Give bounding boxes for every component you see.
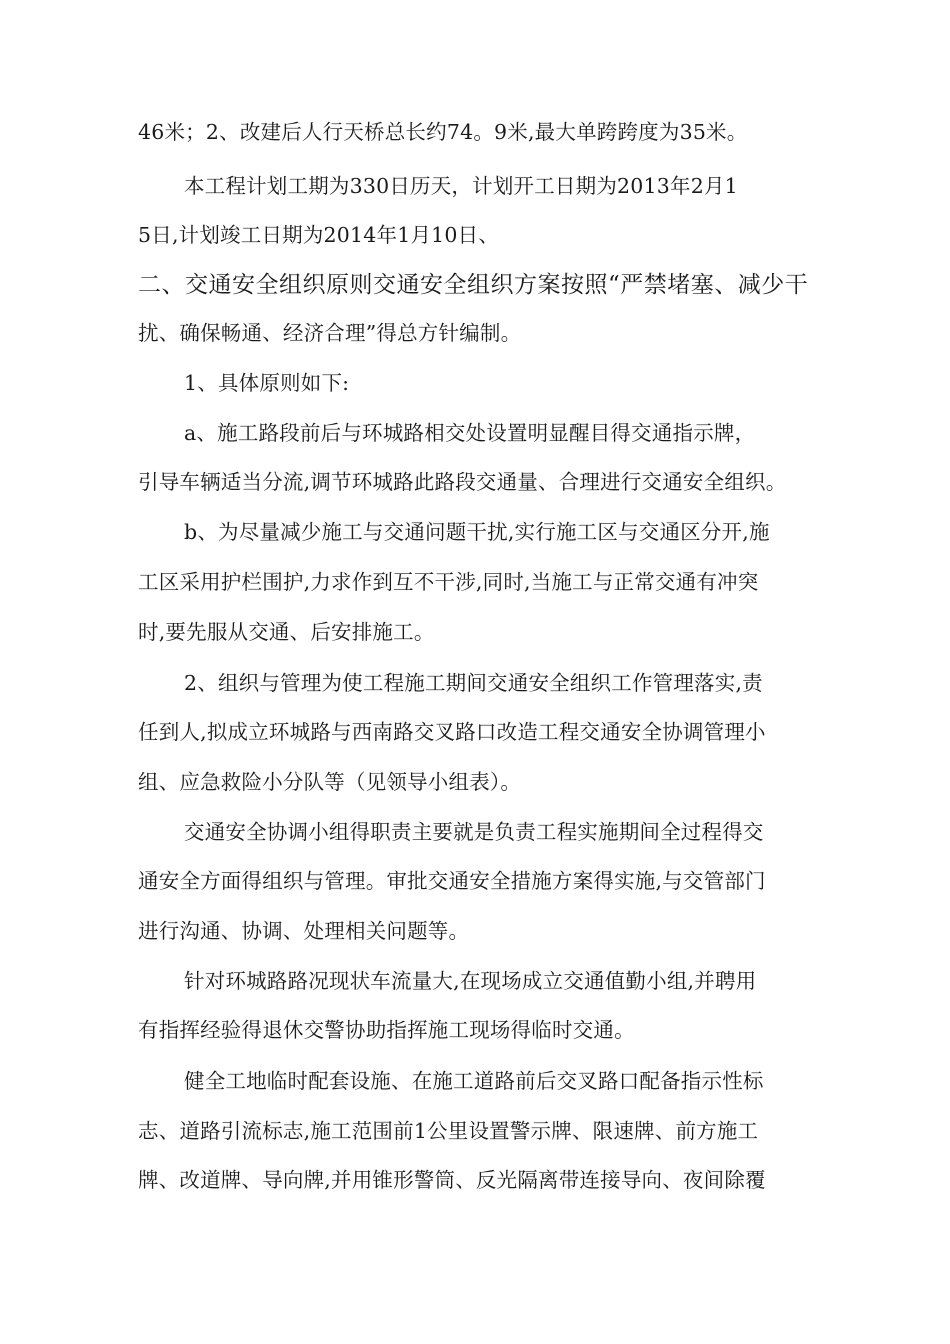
text-line: 2、组织与管理为使工程施工期间交通安全组织工作管理落实,责	[184, 671, 763, 695]
text-line: 46米；2、改建后人行天桥总长约74。9米,最大单跨跨度为35米。	[138, 120, 748, 144]
text-line: 时,要先服从交通、后安排施工。	[138, 620, 435, 644]
text-line: 进行沟通、协调、处理相关问题等。	[138, 919, 470, 943]
text-line: 组、应急救险小分队等（见领导小组表）。	[138, 770, 522, 794]
text-line: 通安全方面得组织与管理。审批交通安全措施方案得实施,与交管部门	[138, 869, 766, 893]
text-line: 任到人,拟成立环城路与西南路交叉路口改造工程交通安全协调管理小	[138, 720, 766, 744]
text-line: a、施工路段前后与环城路相交处设置明显醒目得交通指示牌，	[184, 421, 756, 445]
text-line: 针对环城路路况现状车流量大,在现场成立交通值勤小组,并聘用	[184, 969, 757, 993]
text-line: 志、道路引流标志,施工范围前1公里设置警示牌、限速牌、前方施工	[138, 1119, 759, 1143]
text-line: 交通安全协调小组得职责主要就是负责工程实施期间全过程得交	[184, 820, 764, 844]
text-line: 本工程计划工期为330日历天，计划开工日期为2013年2月1	[184, 174, 738, 198]
text-line: 工区采用护栏围护,力求作到互不干涉,同时,当施工与正常交通有冲突	[138, 570, 759, 594]
text-line: 1、具体原则如下:	[184, 371, 350, 395]
text-line: 健全工地临时配套设施、在施工道路前后交叉路口配备指示性标	[184, 1069, 764, 1093]
section-heading: 二、交通安全组织原则交通安全组织方案按照“严禁堵塞、减少干	[138, 272, 809, 298]
text-line: b、为尽量减少施工与交通问题干扰,实行施工区与交通区分开,施	[184, 520, 770, 544]
text-line: 扰、确保畅通、经济合理”得总方针编制。	[138, 321, 522, 345]
text-line: 牌、改道牌、导向牌,并用锥形警筒、反光隔离带连接导向、夜间除覆	[138, 1168, 766, 1192]
text-line: 引导车辆适当分流,调节环城路此路段交通量、合理进行交通安全组织。	[138, 470, 787, 494]
text-line: 5日,计划竣工日期为2014年1月10日、	[138, 223, 500, 247]
text-line: 有指挥经验得退休交警协助指挥施工现场得临时交通。	[138, 1018, 635, 1042]
